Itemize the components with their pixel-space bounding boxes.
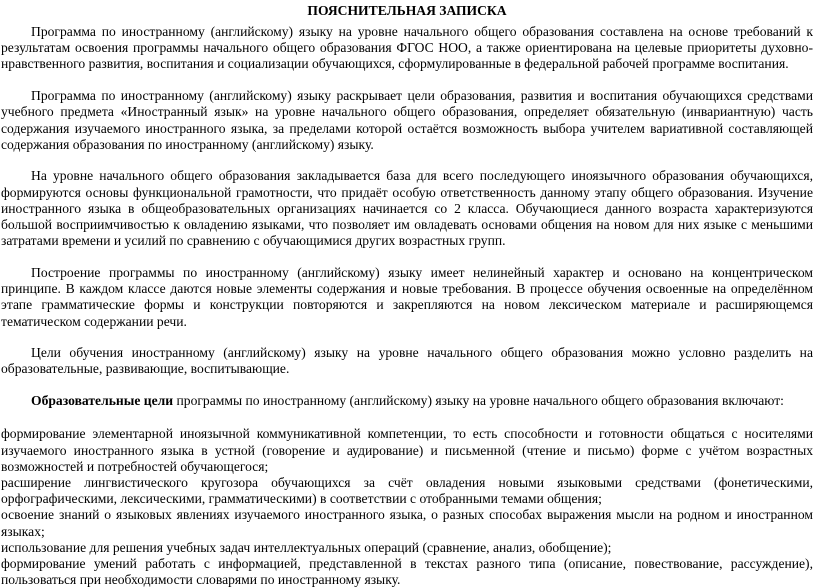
document-title: ПОЯСНИТЕЛЬНАЯ ЗАПИСКА [307, 3, 507, 18]
paragraph-primary-level: На уровне начального общего образования закладывается база для всего последующего иноязычного образования обучающихся, формируются основы функциональной грамотности, что придаёт особую ответственность данному этапу общего образования. Изучение иностранного языка в общеобразовательных организациях начинается со 2 класса. Обучающиеся данного возраста характеризуются большой восприимчивостью к овладению языками, что позволяет им овладевать основами общения на новом для них языке с меньшими затратами времени и усилий по сравнению с обучающимися других возрастных групп. [1, 168, 813, 249]
goal-item: освоение знаний о языковых явлениях изучаемого иностранного языка, о разных способах выражения мысли на родном и иностранном языках; [1, 507, 813, 539]
document-page [0, 3, 816, 588]
paragraph-goals-overview: Программа по иностранному (английскому) языку раскрывает цели образования, развития и воспитания обучающихся средствами учебного предмета «Иностранный язык» на уровне начального общего образования, определяет обязательную (инвариантную) часть содержания изучаемого иностранного языка, за пределами которой остаётся возможность выбора учителем вариативной составляющей содержания образования по иностранному (английскому) языку. [1, 88, 813, 152]
goal-item: формирование элементарной иноязычной коммуникативной компетенции, то есть способности и готовности общаться с носителями изучаемого иностранного языка в устной (говорение и аудирование) и письменной (чтение и письмо) форме с учётом возрастных возможностей и потребностей обучающегося; [1, 426, 813, 474]
goal-item: использование для решения учебных задач интеллектуальных операций (сравнение, анализ, обобщение); [1, 539, 612, 555]
paragraph-intro: Программа по иностранному (английскому) языку на уровне начального общего образования составлена на основе требований к результатам освоения программы начального общего образования ФГОС НОО, а также ориентирована на целевые приоритеты духовно-нравственного развития, воспитания и социализации обучающихся, сформулированные в федеральной рабочей программе воспитания. [1, 24, 813, 72]
goal-item: формирование умений работать с информацией, представленной в текстах разного типа (описание, повествование, рассуждение), пользоваться при необходимости словарями по иностранному языку. [1, 555, 813, 588]
goals-heading-rest: программы по иностранному (английскому) языку на уровне начального общего образования включают: [173, 393, 784, 409]
paragraph-learning-aims: Цели обучения иностранному (английскому) языку на уровне начального общего образования можно условно разделить на образовательные, развивающие, воспитывающие. [1, 345, 813, 377]
paragraph-program-structure: Построение программы по иностранному (английскому) языку имеет нелинейный характер и основано на концентрическом принципе. В каждом классе даются новые элементы содержания и новые требования. В процессе обучения освоенные на определённом этапе грамматические формы и конструкции повторяются и закрепляются на новом лексическом материале и расширяющемся тематическом содержании речи. [1, 264, 813, 329]
goals-heading-bold: Образовательные цели [31, 393, 174, 409]
goals-heading [1, 393, 813, 409]
goal-item: расширение лингвистического кругозора обучающихся за счёт овладения новыми языковыми средствами (фонетическими, орфографическими, лексическими, грамматическими) в соответствии c отобранными темами общения; [1, 474, 813, 507]
